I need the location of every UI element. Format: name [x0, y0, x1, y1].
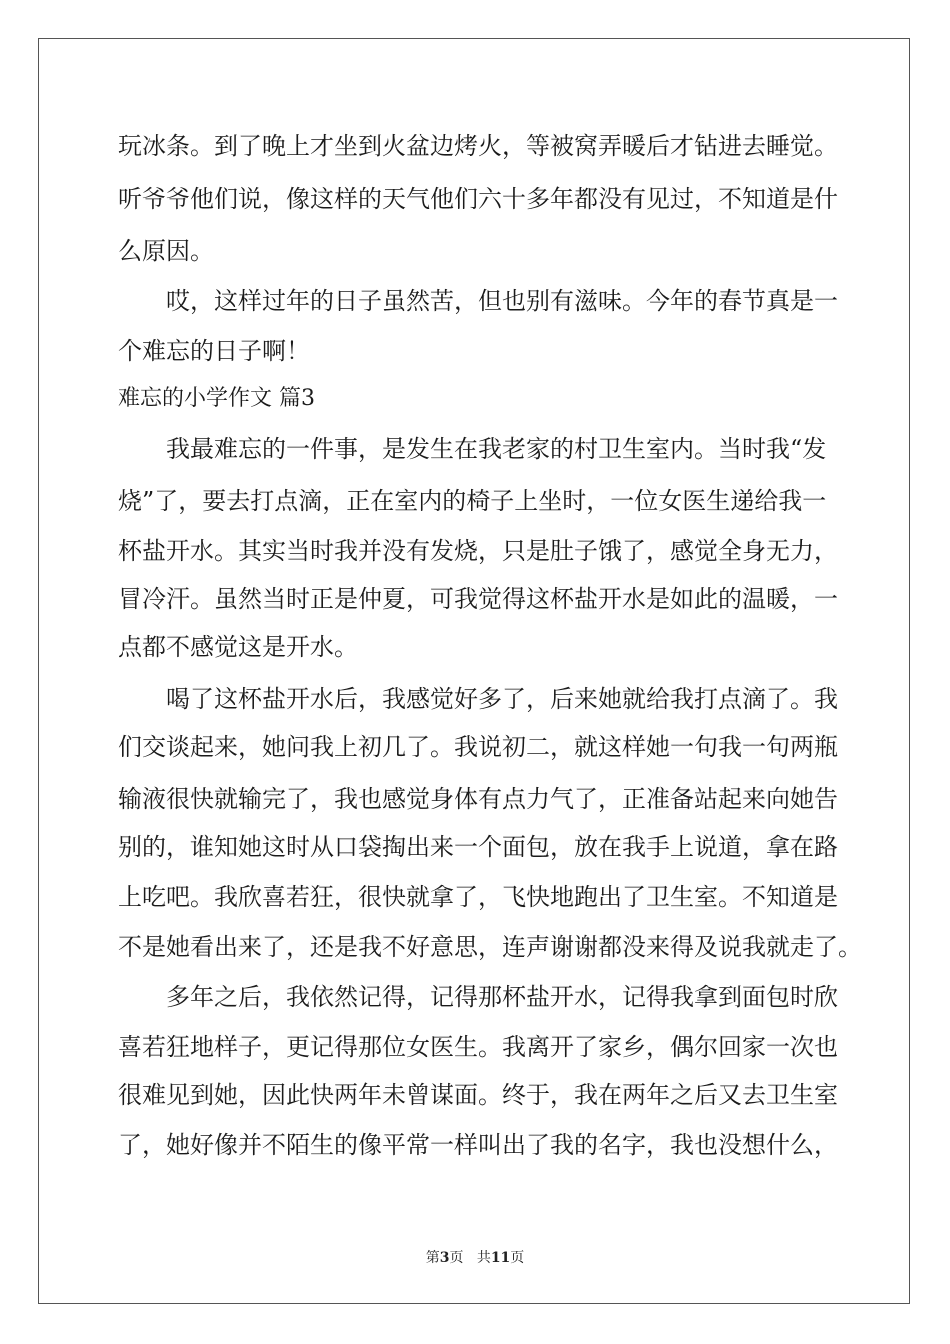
text-line: 烧”了，要去打点滴，正在室内的椅子上坐时，一位女医生递给我一: [118, 487, 827, 515]
text-line: 不是她看出来了，还是我不好意思，连声谢谢都没来得及说我就走了。: [118, 933, 862, 961]
text-line: 玩冰条。到了晚上才坐到火盆边烤火，等被窝弄暖后才钻进去睡觉。: [118, 132, 838, 160]
paragraph-start-line: 哎，这样过年的日子虽然苦，但也别有滋味。今年的春节真是一: [166, 287, 838, 315]
page-suffix: 页: [449, 1250, 464, 1266]
text-line: 很难见到她，因此快两年未曾谋面。终于，我在两年之后又去卫生室: [118, 1081, 838, 1109]
page-prefix: 第: [425, 1250, 440, 1266]
page-frame: [38, 38, 910, 1304]
text-line: 们交谈起来，她问我上初几了。我说初二，就这样她一句我一句两瓶: [118, 733, 838, 761]
text-line: 么原因。: [118, 237, 214, 265]
text-line: 点都不感觉这是开水。: [118, 633, 358, 661]
total-prefix: 共: [476, 1250, 491, 1266]
paragraph-start-line: 多年之后，我依然记得，记得那杯盐开水，记得我拿到面包时欣: [166, 983, 838, 1011]
text-line: 冒冷汗。虽然当时正是仲夏，可我觉得这杯盐开水是如此的温暖，一: [118, 585, 838, 613]
paragraph-start-line: 喝了这杯盐开水后，我感觉好多了，后来她就给我打点滴了。我: [166, 685, 838, 713]
text-line: 上吃吧。我欣喜若狂，很快就拿了，飞快地跑出了卫生室。不知道是: [118, 883, 838, 911]
text-line: 别的，谁知她这时从口袋掏出来一个面包，放在我手上说道，拿在路: [118, 833, 838, 861]
total-pages: 11: [490, 1250, 511, 1266]
text-line: 听爷爷他们说，像这样的天气他们六十多年都没有见过，不知道是什: [118, 185, 838, 213]
page-footer: [0, 1247, 950, 1267]
section-heading: 难忘的小学作文 篇3: [118, 386, 315, 411]
paragraph-start-line: 我最难忘的一件事，是发生在我老家的村卫生室内。当时我“发: [166, 435, 827, 463]
text-line: 杯盐开水。其实当时我并没有发烧，只是肚子饿了，感觉全身无力，: [118, 537, 838, 565]
text-line: 喜若狂地样子，更记得那位女医生。我离开了家乡，偶尔回家一次也: [118, 1033, 838, 1061]
text-line: 了，她好像并不陌生的像平常一样叫出了我的名字，我也没想什么，: [118, 1131, 838, 1159]
total-suffix: 页: [510, 1250, 525, 1266]
page-number: 3: [439, 1250, 450, 1266]
text-line: 个难忘的日子啊！: [118, 337, 310, 365]
text-line: 输液很快就输完了，我也感觉身体有点力气了，正准备站起来向她告: [118, 785, 838, 813]
